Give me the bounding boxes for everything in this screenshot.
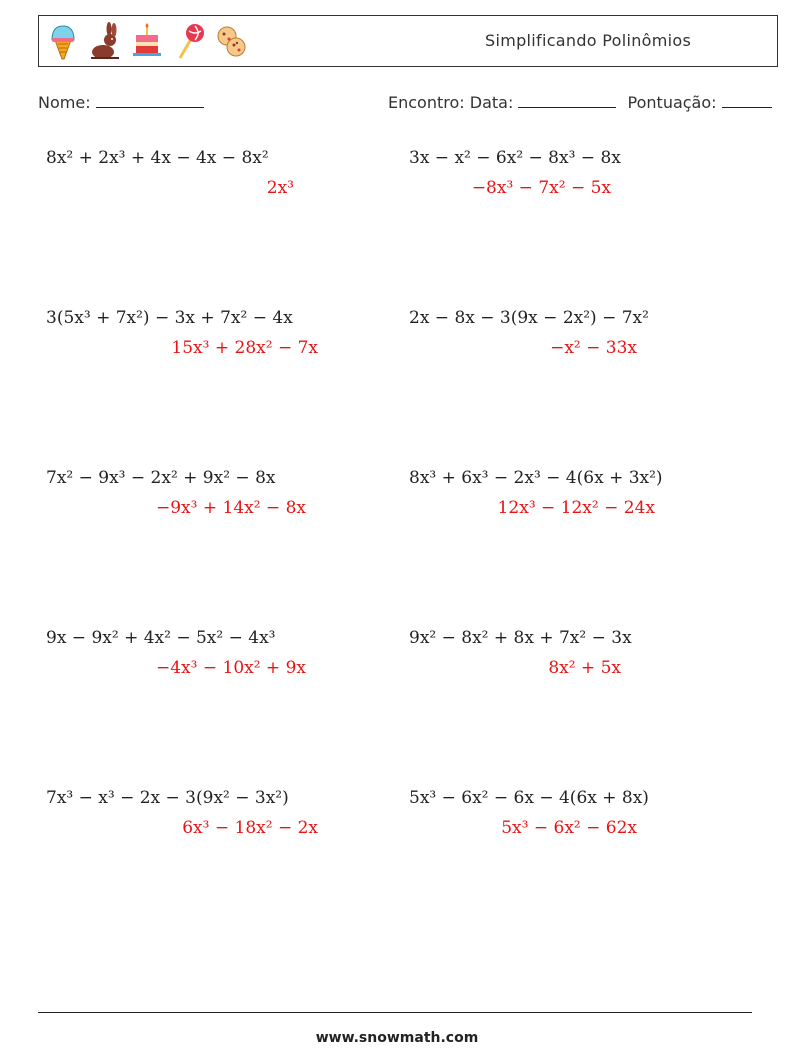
- problem-7: [46, 628, 376, 698]
- problem-question: 8x² + 2x³ + 4x − 4x − 8x²: [46, 148, 269, 168]
- problem-answer: 12x³ − 12x² − 24x: [497, 498, 655, 518]
- problem-answer: −9x³ + 14x² − 8x: [155, 498, 306, 518]
- date-blank[interactable]: [518, 93, 616, 108]
- problem-question: 8x³ + 6x³ − 2x³ − 4(6x + 3x²): [409, 468, 663, 488]
- problem-5: [46, 468, 376, 538]
- footer-url[interactable]: www.snowmath.com: [315, 1030, 479, 1046]
- problem-question: 9x² − 8x² + 8x + 7x² − 3x: [409, 628, 632, 648]
- name-blank[interactable]: [96, 93, 204, 108]
- problem-question: 9x − 9x² + 4x² − 5x² − 4x³: [46, 628, 276, 648]
- problem-answer: −4x³ − 10x² + 9x: [155, 658, 306, 678]
- problem-answer: 5x³ − 6x² − 62x: [501, 818, 637, 838]
- ice-cream-icon: [47, 22, 79, 60]
- worksheet-header: [38, 15, 778, 67]
- problem-2: [409, 148, 739, 218]
- problem-answer: 6x³ − 18x² − 2x: [182, 818, 318, 838]
- problem-question: 3x − x² − 6x² − 8x³ − 8x: [409, 148, 621, 168]
- problem-10: [409, 788, 739, 858]
- problem-1: [46, 148, 376, 218]
- problem-answer: −8x³ − 7x² − 5x: [471, 178, 611, 198]
- birthday-cake-icon: [131, 22, 163, 60]
- worksheet-title: Simplificando Polinômios: [485, 31, 692, 50]
- problem-answer: 2x³: [266, 178, 294, 198]
- meeting-label: Encontro:: [388, 93, 465, 112]
- chocolate-bunny-icon: [89, 22, 121, 60]
- header-icons: [47, 22, 247, 60]
- problem-question: 7x² − 9x³ − 2x² + 9x² − 8x: [46, 468, 276, 488]
- problem-question: 2x − 8x − 3(9x − 2x²) − 7x²: [409, 308, 649, 328]
- date-label: Data:: [469, 93, 514, 112]
- problem-8: [409, 628, 739, 698]
- name-label: Nome:: [38, 93, 91, 112]
- score-blank[interactable]: [722, 93, 772, 108]
- problem-answer: 8x² + 5x: [548, 658, 621, 678]
- name-field: [38, 93, 204, 112]
- meeting-date-score: [388, 93, 772, 112]
- problem-9: [46, 788, 376, 858]
- lollipop-icon: [173, 22, 205, 60]
- problem-question: 3(5x³ + 7x²) − 3x + 7x² − 4x: [46, 308, 293, 328]
- problem-answer: −x² − 33x: [550, 338, 637, 358]
- cookies-icon: [215, 22, 247, 60]
- problem-4: [409, 308, 739, 378]
- problem-3: [46, 308, 376, 378]
- problem-question: 7x³ − x³ − 2x − 3(9x² − 3x²): [46, 788, 289, 808]
- problem-answer: 15x³ + 28x² − 7x: [171, 338, 318, 358]
- problem-question: 5x³ − 6x² − 6x − 4(6x + 8x): [409, 788, 649, 808]
- problem-6: [409, 468, 739, 538]
- score-label: Pontuação:: [627, 93, 717, 112]
- footer-divider: [38, 1012, 752, 1013]
